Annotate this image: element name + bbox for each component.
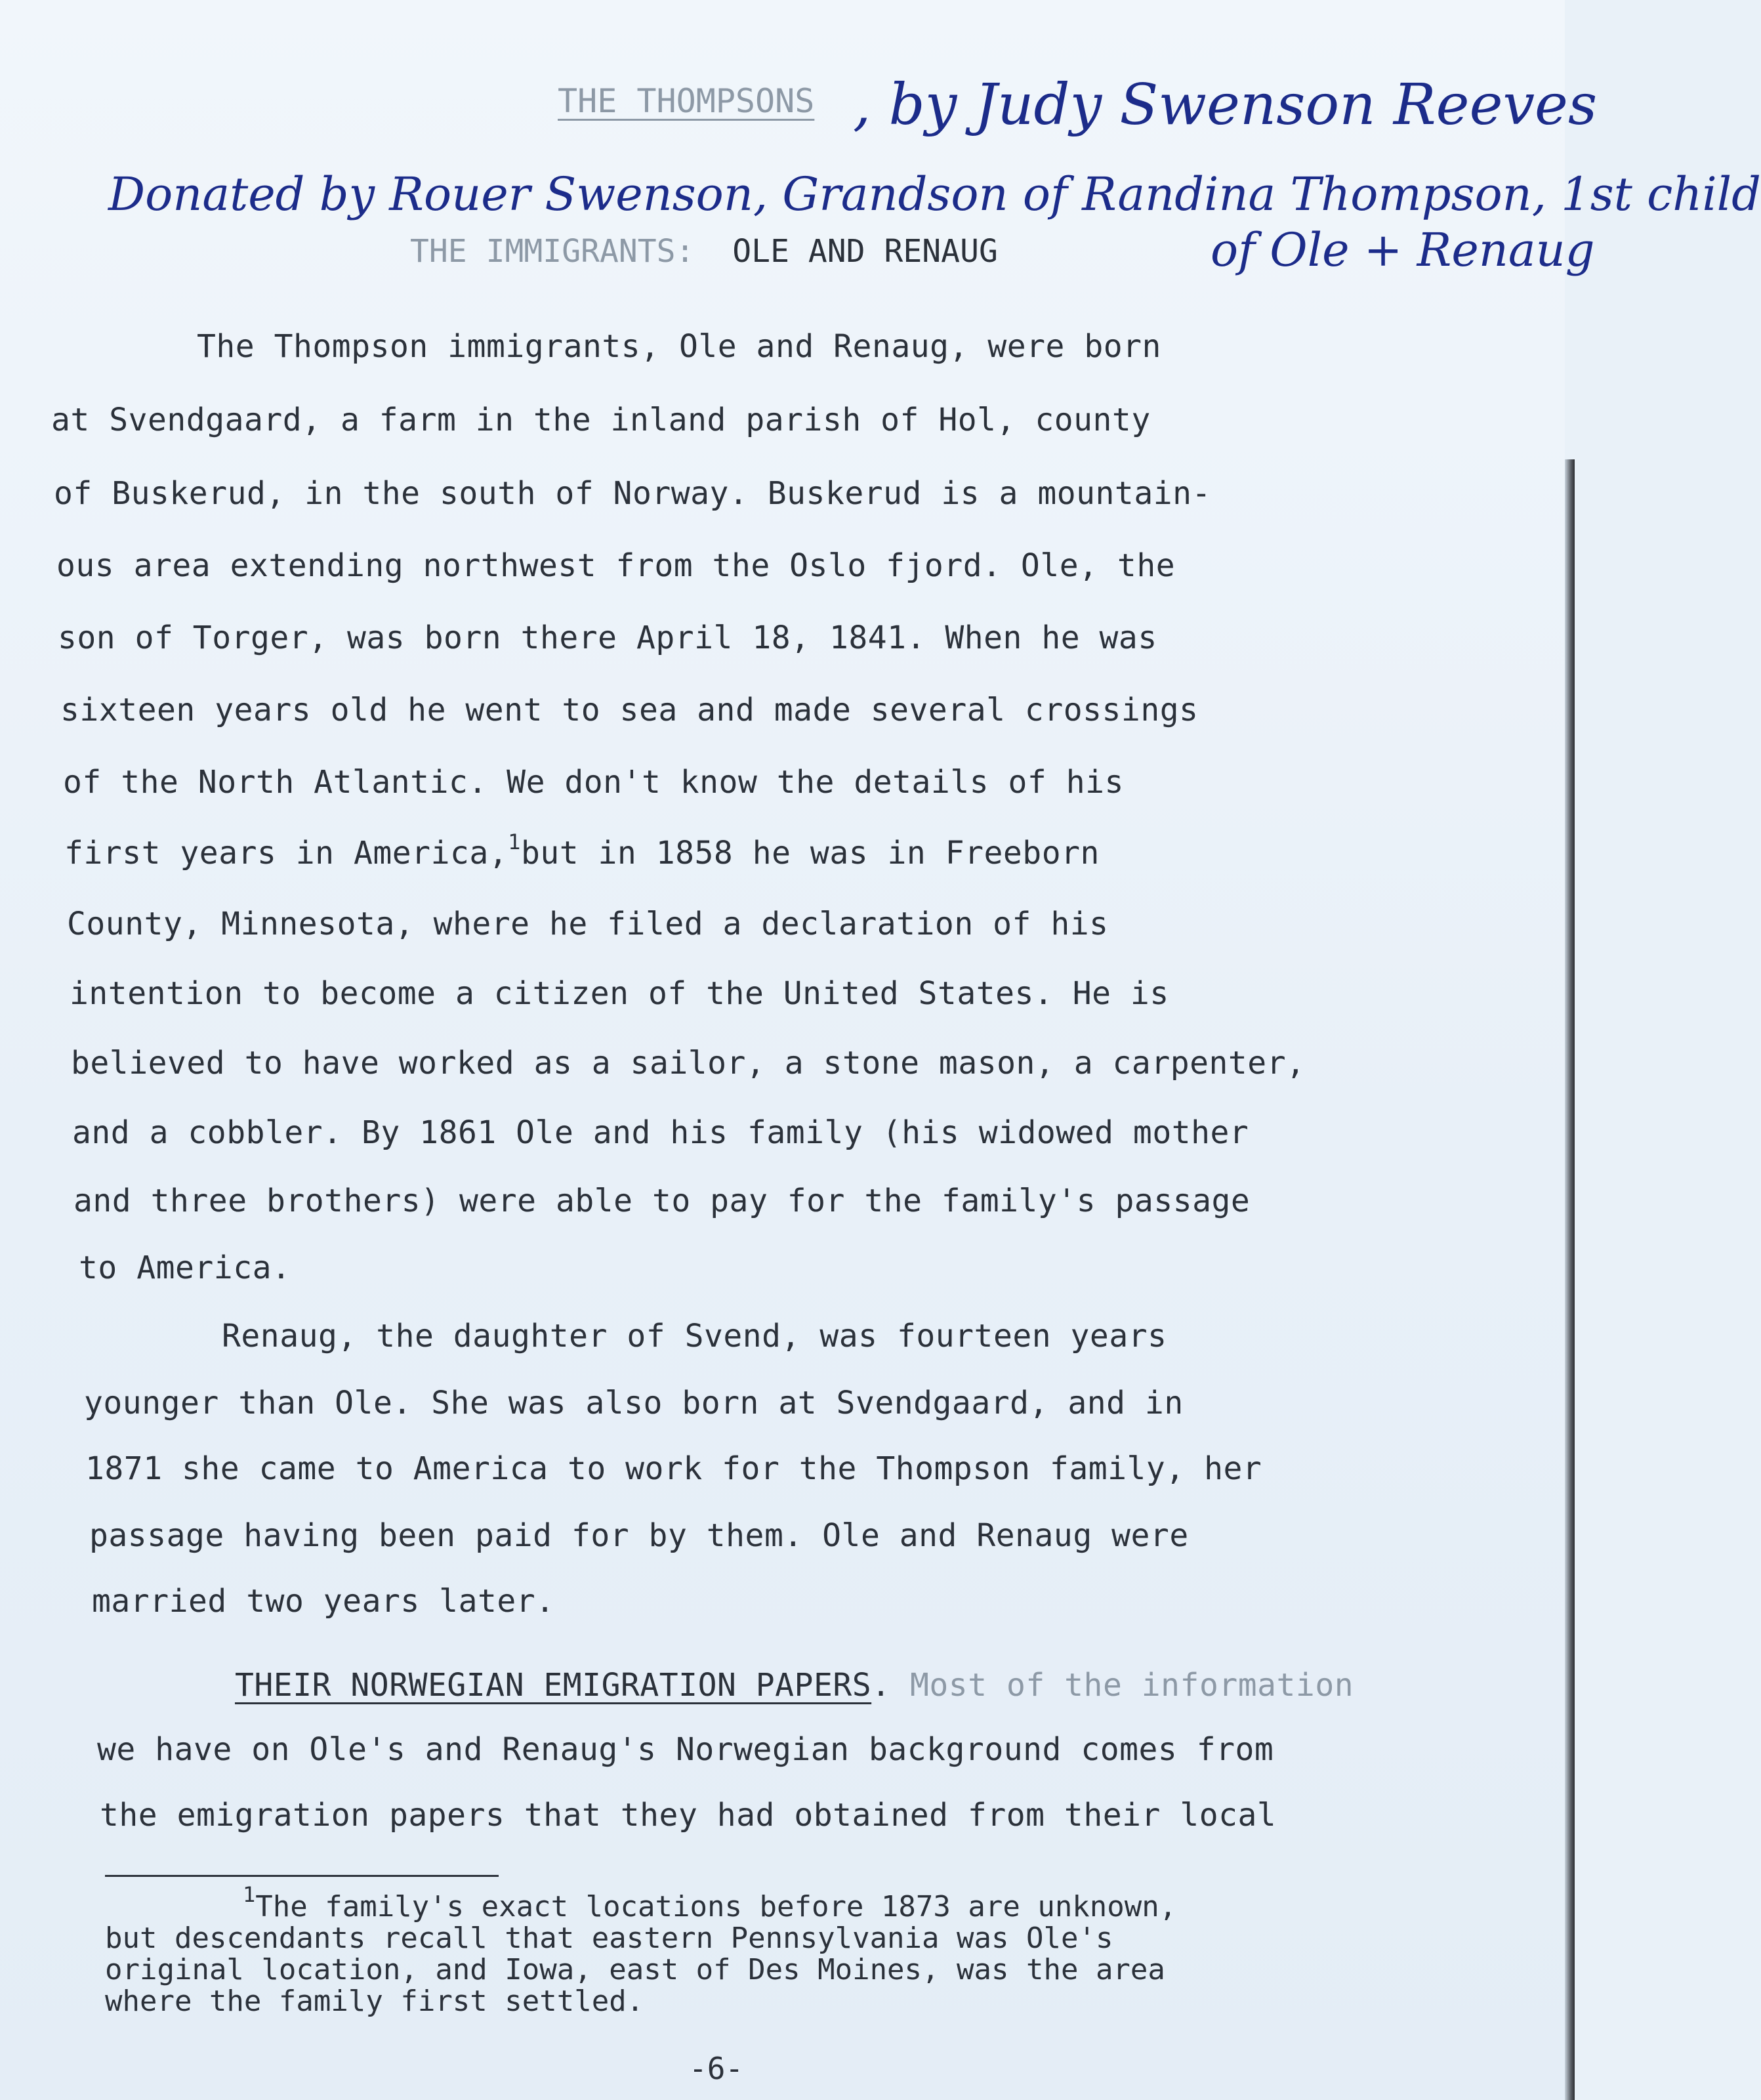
footnote-marker: 1 [243, 1882, 256, 1907]
body-line: 1871 she came to America to work for the Thompson family, her [85, 1450, 1262, 1487]
body-line-with-heading [235, 1667, 1354, 1704]
body-line: at Svendgaard, a farm in the inland parish of Hol, county [51, 402, 1151, 438]
body-line: Renaug, the daughter of Svend, was fourteen years [222, 1318, 1167, 1354]
footnote-rule [105, 1875, 499, 1877]
body-line: ous area extending northwest from the Oslo fjord. Ole, the [56, 547, 1176, 584]
body-line: of Buskerud, in the south of Norway. Buskerud is a mountain- [54, 475, 1211, 512]
body-line: and a cobbler. By 1861 Ole and his family (his widowed mother [72, 1114, 1249, 1151]
body-line: passage having been paid for by them. Ole and Renaug were [89, 1517, 1189, 1554]
body-text: but in 1858 he was in Freeborn [520, 835, 1100, 872]
document-title: THE THOMPSONS [558, 82, 815, 120]
body-line: intention to become a citizen of the United States. He is [70, 975, 1169, 1012]
handwritten-donation-note: Donated by Rouer Swenson, Grandson of Randina Thompson, 1st child [108, 167, 1761, 221]
footnote-line: where the family first settled. [105, 1984, 644, 2018]
body-text: Most of the information [890, 1667, 1354, 1704]
body-line: and three brothers) were able to pay for the family's passage [73, 1183, 1251, 1219]
body-line: sixteen years old he went to sea and made several crossings [60, 692, 1199, 728]
body-line-with-footnote [64, 830, 1100, 872]
heading-period: . [871, 1667, 891, 1704]
subtitle-right: OLE AND RENAUG [732, 233, 998, 270]
body-text: first years in America, [64, 835, 508, 872]
subtitle-left: THE IMMIGRANTS: [410, 233, 695, 270]
body-line: son of Torger, was born there April 18, 1841. When he was [58, 620, 1157, 656]
body-line: younger than Ole. She was also born at Svendgaard, and in [84, 1385, 1184, 1421]
handwritten-donation-note-continued: of Ole + Renaug [1211, 223, 1595, 277]
page-number: -6- [689, 2051, 744, 2086]
inline-section-heading: THEIR NORWEGIAN EMIGRATION PAPERS [235, 1667, 872, 1704]
footnote-text: The family's exact locations before 1873 are unknown, [255, 1890, 1177, 1923]
body-line: The Thompson immigrants, Ole and Renaug, were born [197, 328, 1161, 365]
body-line: married two years later. [92, 1583, 555, 1620]
section-subtitle [410, 233, 998, 270]
footnote-line [243, 1882, 1177, 1923]
body-line: the emigration papers that they had obtained from their local [100, 1797, 1277, 1834]
body-line: we have on Ole's and Renaug's Norwegian background comes from [97, 1731, 1274, 1768]
footnote-line: original location, and Iowa, east of Des Moines, was the area [105, 1953, 1165, 1986]
body-line: of the North Atlantic. We don't know the details of his [63, 764, 1124, 801]
body-line: County, Minnesota, where he filed a declaration of his [67, 906, 1109, 942]
body-line: to America. [79, 1250, 291, 1286]
footnote-line: but descendants recall that eastern Pennsylvania was Ole's [105, 1922, 1113, 1955]
footnote-reference-marker: 1 [508, 830, 521, 854]
book-spine-shadow [1565, 459, 1575, 2100]
body-line: believed to have worked as a sailor, a stone mason, a carpenter, [71, 1045, 1306, 1082]
handwritten-author-note: , by Judy Swenson Reeves [853, 72, 1598, 138]
